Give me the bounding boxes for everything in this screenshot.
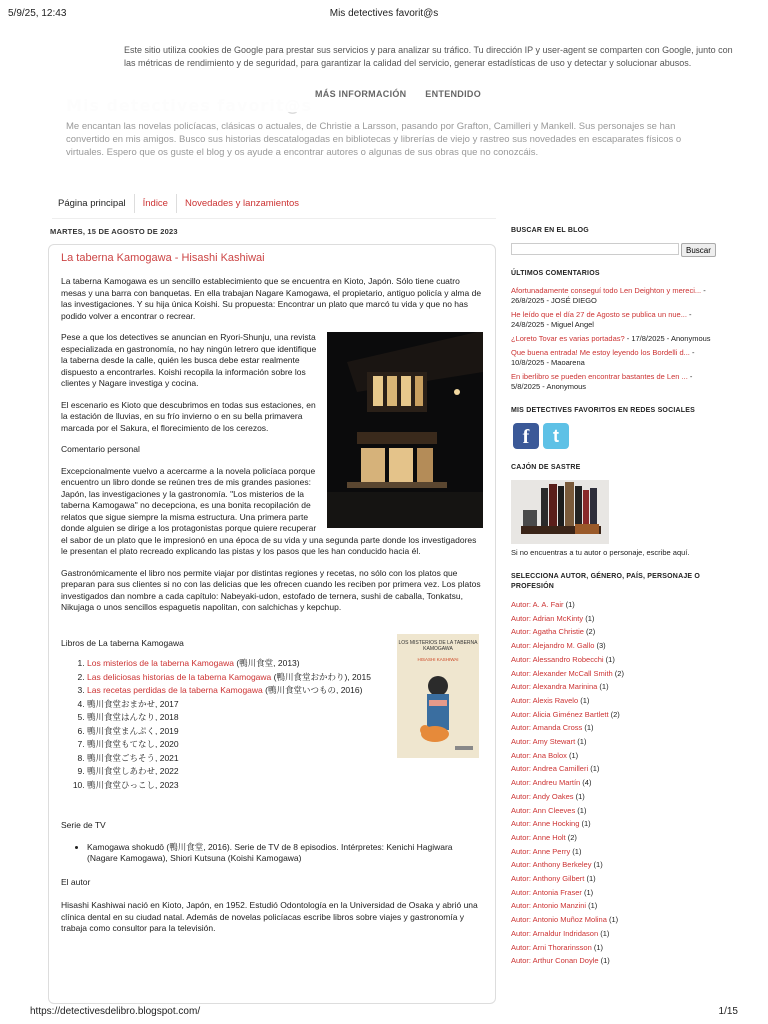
label-link[interactable]: Autor: Andy Oakes (511, 791, 574, 801)
label-item: Autor: Arnaldur Indridason (1) (511, 928, 610, 938)
twitter-icon[interactable]: t (543, 423, 569, 449)
post-paragraph: Pese a que los detectives se anuncian en Ryori-Shunju, una revista especializada en gastronomía, no hay ningún letrero que identifique la taberna desde la calle, quién les busca debe estar realmente dispuesto a encontrarles. Koishi recopila la información sobre los clientes y Nagare investiga y cocina. (61, 332, 317, 388)
label-item: Autor: Andreu Martín (4) (511, 778, 592, 788)
post-paragraph: El escenario es Kioto que descubrimos en todas sus estaciones, en la estación de lluvias, en su frío invierno o en su bella primavera marcada por el Sakura, el florecimiento de los cerezos. (61, 399, 316, 433)
label-item: Autor: Alexandra Marinina (1) (511, 682, 609, 692)
label-item: Autor: Ann Cleeves (1) (511, 805, 587, 815)
search-button[interactable]: Buscar (681, 243, 716, 257)
book-cover-author: HISASHI KASHIWAI (417, 656, 459, 662)
list-item: • Kamogawa shokudō (鴨川食堂, 2016). Serie de TV de 8 episodios. Intérpretes: Kenichi Hagiwara (Nagare Kamogawa), Shiori Kutsuna (Koishi Kamogawa) (87, 842, 483, 865)
list-item: 3. Las recetas perdidas de la taberna Kamogawa (鴨川食堂いつもの, 2016) (87, 684, 483, 698)
label-link[interactable]: Autor: Andreu Martín (511, 778, 581, 788)
print-title: Mis detectives favorit@s (329, 8, 439, 19)
print-url: https://detectivesdelibro.blogspot.com/ (30, 1006, 201, 1017)
label-item: Autor: Amy Stewart (1) (511, 737, 587, 747)
cookie-text: Este sitio utiliza cookies de Google para prestar sus servicios y para analizar su tráfico. Tu dirección IP y user-agent se comparten con Google, junto con las métricas de rendimiento y de seguridad, para garantizar la calidad del servicio, generar estadísticas de uso y detectar y solucionar abusos. (124, 45, 733, 68)
label-item: Autor: Agatha Christie (2) (511, 627, 596, 637)
comment-link[interactable]: En iberlibro se pueden encontrar bastantes de Len ... (511, 372, 688, 381)
label-link[interactable]: Autor: Arthur Conan Doyle (511, 956, 599, 966)
label-link[interactable]: Autor: Amy Stewart (511, 737, 576, 747)
label-link[interactable]: Autor: Ana Bolox (511, 750, 567, 760)
label-link[interactable]: Autor: Anne Perry (511, 846, 571, 856)
books-photo[interactable] (511, 480, 609, 544)
label-link[interactable]: Autor: Alicia Giménez Bartlett (511, 709, 609, 719)
print-datetime: 5/9/25, 12:43 (8, 8, 67, 19)
label-link[interactable]: Autor: Alexandra Marinina (511, 682, 598, 692)
comment-link[interactable]: Que buena entrada! Me estoy leyendo los Bordelli d... (511, 348, 690, 357)
label-item: Autor: Ana Bolox (1) (511, 750, 579, 760)
label-link[interactable]: Autor: Antonio Manzini (511, 901, 587, 911)
post-paragraph: Hisashi Kashiwai nació en Kioto, Japón, en 1952. Estudió Odontología en la Universidad de Osaka y abrió una clínica dental en su ciudad natal. Además de novelas policíacas escribe libros sobre viajes y gastronomía y trabaja como consultor para la televisión. (61, 900, 478, 933)
tv-list (61, 842, 483, 865)
section-heading: Comentario personal (61, 444, 140, 454)
label-link[interactable]: Autor: Alessandro Robecchi (511, 654, 604, 664)
comment-item: En iberlibro se pueden encontrar bastantes de Len ... - 5/8/2025 - Anonymous (511, 372, 693, 391)
label-link[interactable]: Autor: Anne Holt (511, 832, 566, 842)
list-item: 5. 鴨川食堂はんなり, 2018 (87, 711, 483, 725)
tab-home[interactable]: Página principal (58, 198, 126, 209)
labels-list (511, 598, 719, 968)
divider (52, 218, 496, 219)
tab-news[interactable]: Novedades y lanzamientos (176, 194, 307, 213)
more-info-button[interactable]: MÁS INFORMACIÓN (314, 89, 407, 99)
label-link[interactable]: Autor: Ann Cleeves (511, 805, 576, 815)
label-item: Autor: Arni Thorarinsson (1) (511, 942, 603, 952)
label-item: Autor: Antonia Fraser (1) (511, 887, 594, 897)
post-paragraph: Gastronómicamente el libro nos permite viajar por distintas regiones y recetas, no sólo con los platos que preparan para sus clientes si no con las delicias que les ofrecen cuando les reciben por primera vez. Los platos investigados dan nombre a cada capítulo: Nabeyaki-udon, estofado de ternera, sushi de caballa, Tonkatsu, Nikujaga o unos sencillos espaguetis napolitan, con salchichas y kepchup. (61, 567, 481, 612)
post-title[interactable]: La taberna Kamogawa - Hisashi Kashiwai (61, 251, 265, 264)
book-cover-title: LOS MISTERIOS DE LA TABERNA KAMOGAWA (398, 639, 478, 652)
post (48, 244, 496, 1004)
list-item: 10. 鴨川食堂ひっこし, 2023 (87, 779, 483, 793)
book-link[interactable]: Las deliciosas historias de la taberna Kamogawa (87, 671, 272, 682)
page-tabs (52, 194, 307, 216)
label-item: Autor: Adrian McKinty (1) (511, 613, 595, 623)
label-item: Autor: Anthony Berkeley (1) (511, 860, 603, 870)
book-link[interactable]: Los misterios de la taberna Kamogawa (87, 658, 234, 668)
list-item: 1. Los misterios de la taberna Kamogawa (鴨川食堂, 2013) (87, 657, 483, 671)
comment-item: ¿Loreto Tovar es varias portadas? - 17/8/2025 - Anonymous (511, 334, 711, 343)
social-links (513, 423, 719, 449)
label-item: Autor: Anne Hocking (1) (511, 819, 591, 829)
label-link[interactable]: Autor: Anne Hocking (511, 819, 580, 829)
label-item: Autor: Alicia Giménez Bartlett (2) (511, 709, 620, 719)
list-item: 8. 鴨川食堂ごちそう, 2021 (87, 752, 483, 766)
label-item: Autor: Antonio Muñoz Molina (1) (511, 915, 619, 925)
label-link[interactable]: Autor: Amanda Cross (511, 723, 583, 733)
search-heading: BUSCAR EN EL BLOG (511, 227, 589, 234)
comment-link[interactable]: Afortunadamente conseguí todo Len Deighton y mereci... (511, 286, 702, 295)
print-page: 1/15 (718, 1006, 738, 1017)
blog-description: Me encantan las novelas policíacas, clásicas o actuales, de Christie a Larsson, pasando por Grafton, Camilleri y Mankell. Sus personajes se han convertido en mis amigos. Busco sus historias descatalogadas en bibliotecas y librerías de viejo y rastreo sus novedades en escaparates físicos o virtuales. Espero que os guste el blog y os ayude a encontrar autores o algunas de sus obras que no conozcáis. (66, 121, 682, 158)
social-heading: MIS DETECTIVES FAVORITOS EN REDES SOCIALES (511, 407, 695, 414)
list-item: 7. 鴨川食堂もてなし, 2020 (87, 738, 483, 752)
cajon-text: Si no encuentras a tu autor o personaje, escribe aquí. (511, 548, 690, 557)
cookie-banner (60, 40, 736, 112)
label-item: Autor: Alejandro M. Gallo (3) (511, 641, 606, 651)
label-link[interactable]: Autor: Anthony Berkeley (511, 860, 592, 870)
label-link[interactable]: Autor: Alexis Ravelo (511, 695, 579, 705)
list-item: 9. 鴨川食堂しあわせ, 2022 (87, 765, 483, 779)
comment-item: Afortunadamente conseguí todo Len Deighton y mereci... - 26/8/2025 - JOSÉ DIEGO (511, 286, 706, 305)
label-item: Autor: A. A. Fair (1) (511, 600, 575, 609)
label-link[interactable]: Autor: Antonia Fraser (511, 887, 582, 897)
label-link[interactable]: Autor: Alejandro M. Gallo (511, 641, 595, 651)
sidebar (511, 226, 719, 968)
taberna-photo[interactable] (327, 332, 483, 528)
list-item: 6. 鴨川食堂まんぷく, 2019 (87, 725, 483, 739)
book-link[interactable]: Las recetas perdidas de la taberna Kamogawa (87, 685, 263, 695)
label-link[interactable]: Autor: Arnaldur Indridason (511, 928, 599, 938)
tab-index[interactable]: Índice (134, 194, 176, 213)
list-item: 2. Las deliciosas historias de la taberna Kamogawa (鴨川食堂おかわり), 2015 (87, 671, 483, 685)
comment-item: He leído que el día 27 de Agosto se publica un nue... - 24/8/2025 - Miguel Angel (511, 310, 692, 329)
label-item: Autor: Arthur Conan Doyle (1) (511, 956, 610, 966)
label-item: Autor: Anthony Gilbert (1) (511, 874, 596, 884)
label-link[interactable]: Autor: A. A. Fair (511, 600, 564, 609)
comment-item: Que buena entrada! Me estoy leyendo los Bordelli d... - 10/8/2025 - Maoarena (511, 348, 695, 367)
label-item: Autor: Alexis Ravelo (1) (511, 695, 590, 705)
section-heading: Serie de TV (61, 820, 106, 830)
label-link[interactable]: Autor: Arni Thorarinsson (511, 942, 592, 952)
labels-heading: SELECCIONA AUTOR, GÉNERO, PAÍS, PERSONAJE O PROFESIÓN (511, 573, 701, 590)
label-item: Autor: Alessandro Robecchi (1) (511, 654, 615, 664)
label-link[interactable]: Autor: Andrea Camilleri (511, 764, 589, 774)
print-header (0, 0, 768, 40)
label-item: Autor: Antonio Manzini (1) (511, 901, 598, 911)
label-item: Autor: Andy Oakes (1) (511, 791, 585, 801)
search-form (511, 243, 719, 257)
cajon-heading: CAJÓN DE SASTRE (511, 464, 581, 471)
print-footer (0, 1000, 768, 1024)
search-input[interactable] (511, 243, 679, 255)
label-link[interactable]: Autor: Anthony Gilbert (511, 874, 585, 884)
label-link[interactable]: Autor: Antonio Muñoz Molina (511, 915, 607, 925)
label-item: Autor: Alexander McCall Smith (2) (511, 668, 624, 678)
comment-link[interactable]: ¿Loreto Tovar es varias portadas? (511, 334, 625, 343)
post-paragraph: La taberna Kamogawa es un sencillo establecimiento que se encuentra en Kioto, Japón. Sólo tiene cuatro mesas y una barra con banquetas. En ella trabajan Nagare Kamogawa, el propietario, antiguo policía y alma de las investigaciones. Y su hija única Koishi. Su propuesta: Encontrar un plato que marcó tu vida y que no has podido volver a encontrar o recrear. (61, 276, 482, 321)
comments-heading: ÚLTIMOS COMENTARIOS (511, 270, 600, 277)
label-item: Autor: Anne Perry (1) (511, 846, 582, 856)
label-item: Autor: Andrea Camilleri (1) (511, 764, 600, 774)
comment-link[interactable]: He leído que el día 27 de Agosto se publica un nue... (511, 310, 687, 319)
accept-button[interactable]: ENTENDIDO (425, 89, 481, 99)
post-paragraph: Excepcionalmente vuelvo a acercarme a la novela policíaca porque encuentro un libro donde se reúnen tres de mis grandes pasiones: Japón, las investigaciones y la gastronomía. "Los misterios de la taberna Kamogawa" no decepciona, es una bonita recopilación de relatos que sigue siempre la misma estructura. Una primera parte donde alguien se dirige a los protagonistas porque quiere recuperar el sabor de un plato que le impresionó en una época de su vida y una segunda parte donde los investigadores le presentan el plato recreado explicando las pistas y los pasos que les han conducido hacia él. (61, 465, 477, 556)
section-heading: Libros de La taberna Kamogawa (61, 637, 184, 648)
section-heading: El autor (61, 876, 91, 887)
label-item: Autor: Anne Holt (2) (511, 832, 577, 842)
label-link[interactable]: Autor: Adrian McKinty (511, 613, 584, 623)
label-link[interactable]: Autor: Agatha Christie (511, 627, 584, 637)
label-link[interactable]: Autor: Alexander McCall Smith (511, 668, 613, 678)
main-column (48, 226, 496, 1004)
book-cover-image[interactable] (397, 634, 479, 758)
label-item: Autor: Amanda Cross (1) (511, 723, 594, 733)
facebook-icon[interactable]: f (513, 423, 539, 449)
post-date: MARTES, 15 DE AGOSTO DE 2023 (50, 227, 178, 236)
list-item: 4. 鴨川食堂おまかせ, 2017 (87, 698, 483, 712)
